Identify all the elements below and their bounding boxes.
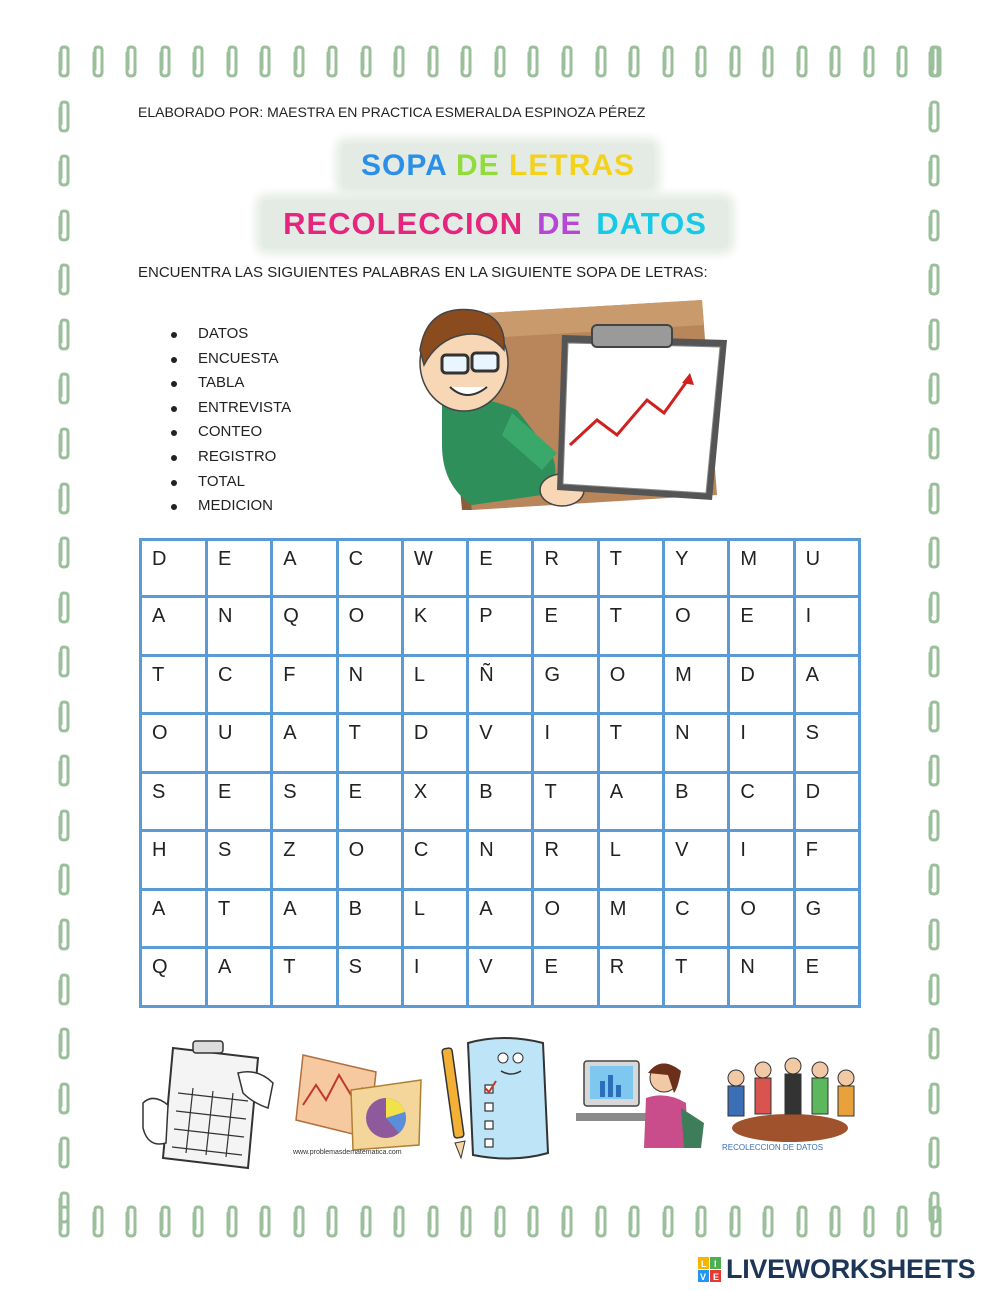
grid-row [141, 948, 860, 1007]
grid-cell[interactable]: N [207, 597, 272, 656]
title-word: DATOS [596, 206, 707, 241]
grid-cell[interactable]: T [272, 948, 337, 1007]
grid-cell[interactable]: I [402, 948, 467, 1007]
paper-clip-icon [925, 1027, 943, 1061]
grid-cell[interactable]: D [794, 772, 859, 831]
grid-cell[interactable]: S [141, 772, 207, 831]
meeting-illustration [718, 1048, 860, 1156]
paper-clip-icon [323, 45, 341, 79]
paper-clip-icon [55, 372, 73, 406]
word-list-item [168, 470, 291, 495]
paper-clip-icon [55, 482, 73, 516]
grid-cell[interactable]: I [533, 714, 598, 773]
paper-clip-icon [925, 45, 943, 79]
bullet-icon [171, 332, 177, 338]
paper-clip-icon [256, 1205, 274, 1239]
paper-clip-icon [55, 918, 73, 952]
grid-cell[interactable]: F [794, 831, 859, 890]
grid-cell[interactable]: R [533, 540, 598, 597]
paper-clip-icon [925, 645, 943, 679]
word-list-item [168, 347, 291, 372]
logo-letter: V [700, 1271, 707, 1282]
grid-cell[interactable]: A [141, 597, 207, 656]
paper-clip-icon [524, 45, 542, 79]
paper-clip-icon [55, 754, 73, 788]
paper-clip-icon [925, 1082, 943, 1116]
liveworksheets-brand[interactable] [698, 1254, 975, 1285]
grid-cell[interactable]: U [207, 714, 272, 773]
grid-cell[interactable]: A [272, 540, 337, 597]
word-text: CONTEO [198, 423, 263, 441]
paper-clip-icon [925, 372, 943, 406]
word-list-item [168, 371, 291, 396]
grid-cell[interactable]: T [664, 948, 729, 1007]
title-word: LETRAS [509, 149, 636, 182]
grid-cell[interactable]: U [794, 540, 859, 597]
grid-row [141, 889, 860, 948]
grid-cell[interactable]: I [729, 831, 794, 890]
paper-clip-icon [55, 863, 73, 897]
grid-cell[interactable]: H [141, 831, 207, 890]
charts-illustration [291, 1050, 429, 1158]
paper-clip-icon [55, 1082, 73, 1116]
grid-cell[interactable]: N [729, 948, 794, 1007]
logo-letter: I [714, 1258, 717, 1269]
paper-clip-icon [55, 263, 73, 297]
grid-row [141, 597, 860, 656]
grid-cell[interactable]: V [664, 831, 729, 890]
teacher-clipboard-illustration [412, 295, 732, 527]
paper-clip-icon [55, 100, 73, 134]
grid-cell[interactable]: O [337, 597, 402, 656]
paper-clip-icon [826, 45, 844, 79]
paper-clip-icon [89, 1205, 107, 1239]
paper-clip-icon [390, 1205, 408, 1239]
paper-clip-icon [55, 1027, 73, 1061]
chart-url-caption: www.problemasdematematica.com [293, 1149, 402, 1156]
grid-cell[interactable]: R [598, 948, 663, 1007]
paper-clip-icon [55, 973, 73, 1007]
paper-clip-icon [55, 809, 73, 843]
grid-cell[interactable]: O [337, 831, 402, 890]
grid-cell[interactable]: M [598, 889, 663, 948]
logo-letter: L [701, 1258, 707, 1269]
grid-cell[interactable]: E [468, 540, 533, 597]
paper-clip-icon [793, 1205, 811, 1239]
clip-border-right [925, 45, 943, 1225]
paper-clip-icon [925, 863, 943, 897]
grid-cell[interactable]: A [272, 714, 337, 773]
paper-clip-icon [491, 45, 509, 79]
paper-clip-icon [925, 154, 943, 188]
grid-cell[interactable]: A [794, 655, 859, 714]
paper-clip-icon [55, 1191, 73, 1225]
grid-cell[interactable]: C [664, 889, 729, 948]
grid-cell[interactable]: K [402, 597, 467, 656]
paper-clip-icon [925, 427, 943, 461]
word-list-item [168, 445, 291, 470]
grid-cell[interactable]: A [272, 889, 337, 948]
paper-clip-icon [625, 45, 643, 79]
grid-cell[interactable]: T [598, 597, 663, 656]
word-text: MEDICION [198, 497, 273, 515]
paper-clip-icon [55, 536, 73, 570]
grid-cell[interactable]: E [337, 772, 402, 831]
grid-cell[interactable]: N [468, 831, 533, 890]
grid-cell[interactable]: E [207, 772, 272, 831]
bullet-icon [171, 381, 177, 387]
grid-cell[interactable]: L [402, 655, 467, 714]
word-list [168, 322, 291, 519]
word-text: ENTREVISTA [198, 398, 292, 416]
instructions: ENCUENTRA LAS SIGUIENTES PALABRAS EN LA SIGUIENTE SOPA DE LETRAS: [138, 264, 708, 281]
grid-cell[interactable]: N [337, 655, 402, 714]
grid-row [141, 772, 860, 831]
paper-clip-icon [189, 45, 207, 79]
bullet-icon [171, 480, 177, 486]
paper-clip-icon [491, 1205, 509, 1239]
paper-clip-icon [925, 100, 943, 134]
paper-clip-icon [558, 45, 576, 79]
word-text: REGISTRO [198, 447, 277, 465]
grid-cell[interactable]: W [402, 540, 467, 597]
grid-cell[interactable]: T [207, 889, 272, 948]
paper-clip-icon [55, 645, 73, 679]
word-text: DATOS [198, 325, 249, 342]
meeting-caption: RECOLECCION DE DATOS [722, 1143, 824, 1152]
grid-row [141, 540, 860, 597]
paper-clip-icon [925, 1136, 943, 1170]
word-list-item [168, 396, 291, 421]
paper-clip-icon [55, 45, 73, 79]
word-list-item [168, 420, 291, 445]
paper-clip-icon [925, 591, 943, 625]
paper-clip-icon [223, 45, 241, 79]
word-list-item [168, 322, 291, 347]
grid-cell[interactable]: O [141, 714, 207, 773]
paper-clip-icon [759, 45, 777, 79]
paper-clip-icon [860, 1205, 878, 1239]
paper-clip-icon [925, 1191, 943, 1225]
grid-cell[interactable]: T [598, 540, 663, 597]
paper-clip-icon [925, 482, 943, 516]
paper-clip-icon [925, 263, 943, 297]
paper-clip-icon [860, 45, 878, 79]
grid-cell[interactable]: O [533, 889, 598, 948]
logo-letter: E [713, 1271, 720, 1282]
grid-cell[interactable]: O [598, 655, 663, 714]
paper-clip-icon [122, 45, 140, 79]
grid-cell[interactable]: O [729, 889, 794, 948]
grid-cell[interactable]: F [272, 655, 337, 714]
paper-clip-icon [925, 918, 943, 952]
bullet-icon [171, 406, 177, 412]
paper-clip-icon [925, 754, 943, 788]
paper-clip-icon [659, 1205, 677, 1239]
clipboard-form-illustration [138, 1033, 280, 1175]
grid-cell[interactable]: O [664, 597, 729, 656]
title-word: RECOLECCION [283, 206, 524, 241]
paper-clip-icon [925, 209, 943, 243]
grid-cell[interactable]: S [272, 772, 337, 831]
grid-cell[interactable]: T [141, 655, 207, 714]
grid-row [141, 831, 860, 890]
grid-cell[interactable]: I [729, 714, 794, 773]
paper-clip-icon [55, 700, 73, 734]
paper-clip-icon [156, 1205, 174, 1239]
grid-cell[interactable]: P [468, 597, 533, 656]
grid-cell[interactable]: G [533, 655, 598, 714]
paper-clip-icon [925, 700, 943, 734]
title-word: DE [456, 149, 500, 182]
paper-clip-icon [122, 1205, 140, 1239]
checklist-character-illustration [433, 1033, 568, 1168]
paper-clip-icon [893, 1205, 911, 1239]
paper-clip-icon [925, 973, 943, 1007]
paper-clip-icon [357, 1205, 375, 1239]
word-text: ENCUESTA [198, 349, 279, 367]
paper-clip-icon [692, 45, 710, 79]
grid-cell[interactable]: T [337, 714, 402, 773]
paper-clip-icon [925, 318, 943, 352]
grid-cell[interactable]: S [207, 831, 272, 890]
bullet-icon [171, 357, 177, 363]
paper-clip-icon [893, 45, 911, 79]
paper-clip-icon [290, 45, 308, 79]
grid-cell[interactable]: A [468, 889, 533, 948]
paper-clip-icon [558, 1205, 576, 1239]
paper-clip-icon [223, 1205, 241, 1239]
grid-cell[interactable]: T [598, 714, 663, 773]
liveworksheets-logo-icon [698, 1257, 722, 1283]
paper-clip-icon [592, 1205, 610, 1239]
grid-cell[interactable]: B [664, 772, 729, 831]
clip-border-left [55, 45, 73, 1225]
grid-cell[interactable]: D [141, 540, 207, 597]
grid-cell[interactable]: E [533, 597, 598, 656]
paper-clip-icon [692, 1205, 710, 1239]
paper-clip-icon [659, 45, 677, 79]
grid-cell[interactable]: E [794, 948, 859, 1007]
paper-clip-icon [55, 591, 73, 625]
paper-clip-icon [156, 45, 174, 79]
grid-cell[interactable]: C [337, 540, 402, 597]
grid-cell[interactable]: C [207, 655, 272, 714]
clip-border-bottom [55, 1205, 945, 1239]
grid-cell[interactable]: V [468, 714, 533, 773]
grid-cell[interactable]: E [729, 597, 794, 656]
paper-clip-icon [524, 1205, 542, 1239]
grid-cell[interactable]: B [468, 772, 533, 831]
word-text: TABLA [198, 374, 245, 392]
paper-clip-icon [357, 45, 375, 79]
paper-clip-icon [55, 427, 73, 461]
paper-clip-icon [793, 45, 811, 79]
grid-cell[interactable]: L [402, 889, 467, 948]
word-search-grid [139, 538, 861, 1008]
paper-clip-icon [55, 1136, 73, 1170]
grid-cell[interactable]: I [794, 597, 859, 656]
title-recoleccion-de-datos [262, 200, 728, 248]
paper-clip-icon [925, 809, 943, 843]
grid-cell[interactable]: R [533, 831, 598, 890]
grid-cell[interactable]: G [794, 889, 859, 948]
paper-clip-icon [726, 1205, 744, 1239]
grid-cell[interactable]: Ñ [468, 655, 533, 714]
title-word: SOPA [360, 149, 447, 182]
grid-cell[interactable]: Q [272, 597, 337, 656]
paper-clip-icon [55, 318, 73, 352]
paper-clip-icon [55, 209, 73, 243]
grid-cell[interactable]: T [533, 772, 598, 831]
grid-cell[interactable]: C [402, 831, 467, 890]
grid-cell[interactable]: A [598, 772, 663, 831]
paper-clip-icon [726, 45, 744, 79]
paper-clip-icon [390, 45, 408, 79]
paper-clip-icon [457, 45, 475, 79]
grid-cell[interactable]: E [207, 540, 272, 597]
paper-clip-icon [457, 1205, 475, 1239]
title-word: DE [537, 206, 583, 241]
paper-clip-icon [189, 1205, 207, 1239]
bullet-icon [171, 455, 177, 461]
paper-clip-icon [55, 154, 73, 188]
computer-user-illustration [576, 1053, 708, 1153]
grid-cell[interactable]: L [598, 831, 663, 890]
grid-cell[interactable]: C [729, 772, 794, 831]
grid-cell[interactable]: E [533, 948, 598, 1007]
clip-border-top [55, 45, 945, 79]
grid-cell[interactable]: V [468, 948, 533, 1007]
paper-clip-icon [256, 45, 274, 79]
grid-cell[interactable]: D [402, 714, 467, 773]
title-sopa-de-letras [342, 144, 654, 188]
grid-cell[interactable]: D [729, 655, 794, 714]
liveworksheets-name: LIVEWORKSHEETS [726, 1254, 976, 1284]
grid-cell[interactable]: S [794, 714, 859, 773]
word-list-item [168, 494, 291, 519]
paper-clip-icon [925, 536, 943, 570]
paper-clip-icon [759, 1205, 777, 1239]
grid-cell[interactable]: M [664, 655, 729, 714]
grid-cell[interactable]: N [664, 714, 729, 773]
grid-row [141, 655, 860, 714]
paper-clip-icon [826, 1205, 844, 1239]
bullet-icon [171, 430, 177, 436]
grid-cell[interactable]: Q [141, 948, 207, 1007]
grid-cell[interactable]: B [337, 889, 402, 948]
grid-cell[interactable]: X [402, 772, 467, 831]
paper-clip-icon [89, 45, 107, 79]
paper-clip-icon [592, 45, 610, 79]
grid-cell[interactable]: M [729, 540, 794, 597]
grid-cell[interactable]: A [207, 948, 272, 1007]
paper-clip-icon [323, 1205, 341, 1239]
paper-clip-icon [424, 45, 442, 79]
paper-clip-icon [625, 1205, 643, 1239]
bullet-icon [171, 504, 177, 510]
word-text: TOTAL [198, 472, 245, 490]
paper-clip-icon [424, 1205, 442, 1239]
grid-cell[interactable]: A [141, 889, 207, 948]
paper-clip-icon [290, 1205, 308, 1239]
grid-cell[interactable]: Z [272, 831, 337, 890]
grid-row [141, 714, 860, 773]
grid-cell[interactable]: Y [664, 540, 729, 597]
author-line: ELABORADO POR: MAESTRA EN PRACTICA ESMERALDA ESPINOZA PÉREZ [138, 104, 646, 120]
grid-cell[interactable]: S [337, 948, 402, 1007]
